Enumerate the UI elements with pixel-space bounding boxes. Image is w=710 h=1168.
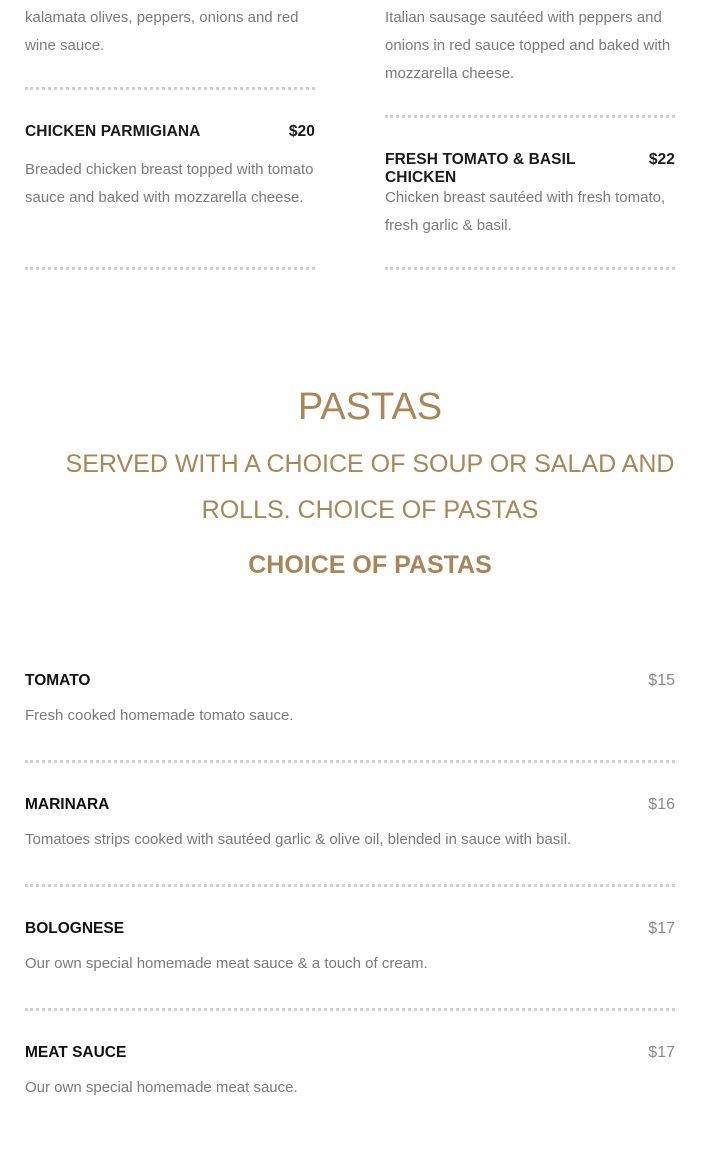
divider bbox=[25, 267, 315, 270]
pasta-list bbox=[25, 672, 675, 1168]
menu-item-header bbox=[25, 1044, 675, 1062]
menu-item-header bbox=[25, 672, 675, 690]
item-description: Our own special homemade meat sauce. bbox=[25, 1079, 298, 1096]
menu-item-header bbox=[25, 920, 675, 938]
section-subheading: CHOICE OF PASTAS bbox=[248, 551, 492, 579]
divider bbox=[25, 884, 675, 887]
menu-item-price: $15 bbox=[648, 672, 675, 689]
menu-item-name: BOLOGNESE bbox=[25, 920, 125, 937]
section-title: PASTAS bbox=[297, 386, 443, 428]
divider bbox=[385, 115, 675, 118]
menu-item-name: FRESH TOMATO & BASIL CHICKEN bbox=[385, 151, 576, 186]
menu-item-price: $17 bbox=[648, 920, 675, 937]
divider bbox=[25, 760, 675, 763]
menu-item-header bbox=[25, 796, 675, 814]
menu-item-price: $22 bbox=[648, 151, 675, 168]
item-description: Fresh cooked homemade tomato sauce. bbox=[25, 707, 294, 724]
item-description: kalamata olives, peppers, onions and red wine sauce. bbox=[25, 9, 299, 54]
menu-item-name: MARINARA bbox=[25, 796, 110, 813]
menu-item-price: $17 bbox=[648, 1044, 675, 1061]
list-item bbox=[25, 672, 675, 796]
menu-item-name: MEAT SAUCE bbox=[25, 1044, 127, 1061]
item-description: Italian sausage sautéed with peppers and onions in red sauce topped and baked with mozzarella cheese. bbox=[385, 9, 671, 82]
menu-item-header bbox=[25, 123, 315, 141]
menu-item-name: CHICKEN PARMIGIANA bbox=[25, 123, 201, 140]
menu-item-price: $20 bbox=[288, 123, 315, 140]
divider bbox=[25, 1008, 675, 1011]
menu-item-price: $16 bbox=[648, 796, 675, 813]
section-subtitle: SERVED WITH A CHOICE OF SOUP OR SALAD AND ROLLS. CHOICE OF PASTAS bbox=[65, 450, 675, 524]
item-description: Breaded chicken breast topped with tomato sauce and baked with mozzarella cheese. bbox=[25, 161, 314, 206]
list-item bbox=[25, 796, 675, 920]
item-description: Chicken breast sautéed with fresh tomato, fresh garlic & basil. bbox=[385, 189, 666, 234]
divider bbox=[385, 267, 675, 270]
list-item bbox=[25, 920, 675, 1044]
menu-item-header bbox=[385, 151, 675, 187]
menu-item-name: TOMATO bbox=[25, 672, 91, 689]
divider bbox=[25, 87, 315, 90]
item-description: Tomatoes strips cooked with sautéed garlic & olive oil, blended in sauce with basil. bbox=[25, 831, 572, 848]
list-item bbox=[25, 1044, 675, 1168]
item-description: Our own special homemade meat sauce & a touch of cream. bbox=[25, 955, 428, 972]
